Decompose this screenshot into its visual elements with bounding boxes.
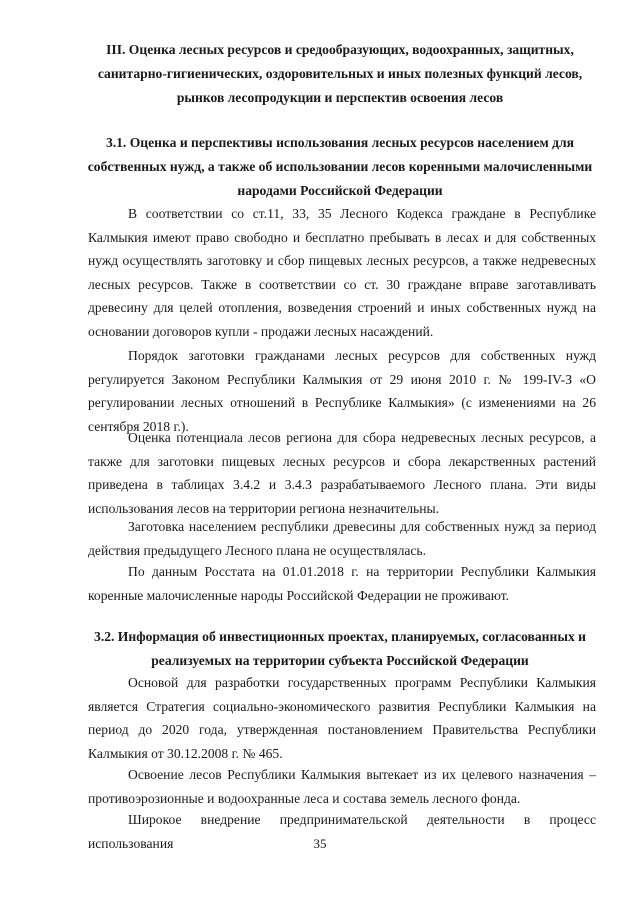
paragraph: Заготовка населением республики древесины для собственных нужд за период действия предыдущего Лесного плана не осуществлялась. [88, 519, 596, 558]
subsection-title-3-1: 3.1. Оценка и перспективы использования лесных ресурсов населением для собственных нужд, а также об использовании лесов коренными малочисленными народами Российской Федерации [87, 135, 593, 198]
subsection-title-3-2: 3.2. Информация об инвестиционных проектах, планируемых, согласованных и реализуемых на территории субъекта Российской Федерации [94, 629, 586, 668]
page-number: 35 [313, 836, 327, 851]
paragraph: Оценка потенциала лесов региона для сбора недревесных лесных ресурсов, а также для заготовки пищевых лесных ресурсов и сбора лекарственных растений приведена в таблицах 3.4.2 и 3.4.3 разрабатываемого Лесного плана. Эти виды использования лесов на территории региона незначительны. [88, 430, 596, 516]
paragraph: Освоение лесов Республики Калмыкия вытекает из их целевого назначения – противоэрозионные и водоохранные леса и состава земель лесного фонда. [88, 767, 596, 806]
paragraph: Порядок заготовки гражданами лесных ресурсов для собственных нужд регулируется Законом Республики Калмыкия от 29 июня 2010 г. № 199-IV-З «О регулировании лесных отношений в Республике Калмыкия» (с изменениями на 26 сентября 2018 г.). [88, 348, 596, 434]
section-title: III. Оценка лесных ресурсов и средообразующих, водоохранных, защитных, санитарно-гигиенических, оздоровительных и иных полезных функций лесов, рынков лесопродукции и перспектив освоения лесов [97, 42, 583, 105]
paragraph: По данным Росстата на 01.01.2018 г. на территории Республики Калмыкия коренные малочисленные народы Российской Федерации не проживают. [88, 564, 596, 603]
paragraph: В соответствии со ст.11, 33, 35 Лесного Кодекса граждане в Республике Калмыкия имеют право свободно и бесплатно пребывать в лесах и для собственных нужд осуществлять заготовку и сбор пищевых лесных ресурсов, а также недревесных лесных ресурсов. Также в соответствии со ст. 30 граждане вправе заготавливать древесину для целей отопления, возведения строений и иных собственных нужд на основании договоров купли - продажи лесных насаждений. [88, 206, 596, 339]
paragraph: Широкое внедрение предпринимательской деятельности в процесс использования [88, 812, 596, 851]
paragraph: Основой для разработки государственных программ Республики Калмыкия является Стратегия социально-экономического развития Республики Калмыкия на период до 2020 года, утвержденная постановлением Правительства Республики Калмыкия от 30.12.2008 г. № 465. [88, 675, 596, 761]
